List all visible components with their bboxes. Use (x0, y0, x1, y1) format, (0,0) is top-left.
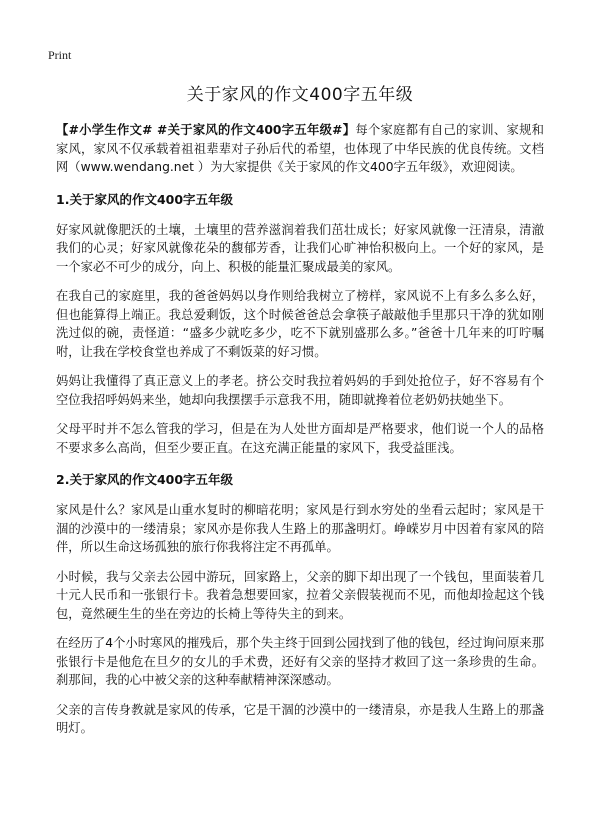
section-1-paragraph-1: 好家风就像肥沃的土壤，土壤里的营养滋润着我们茁壮成长；好家风就像一汪清泉，清澈我们的心灵；好家风就像花朵的馥郁芳香，让我们心旷神怡积极向上。一个好的家风，是一个家必不可少的成分，向上、积极的能量汇聚成最美的家风。 (56, 222, 544, 274)
section-1-paragraph-4: 父母平时并不怎么管我的学习，但是在为人处世方面却是严格要求，他们说一个人的品格不要求多么高尚，但至少要正直。在这充满正能量的家风下，我受益匪浅。 (56, 422, 544, 455)
section-2-paragraph-2: 小时候，我与父亲去公园中游玩，回家路上，父亲的脚下却出现了一个钱包，里面装着几十元人民币和一张银行卡。我着急想要回家，拉着父亲假装视而不见，而他却捡起这个钱包，竟然硬生生的坐在旁边的长椅上等待失主的到来。 (56, 569, 544, 621)
intro-text: 每个家庭都有自己的家训、家规和家风，家风不仅承载着祖祖辈辈对子孙后代的希望，也体现了中华民族的优良传统。文档网（www.wendang.net ）为大家提供《关于家风的作文400字五年级》，欢迎阅读。 (56, 123, 544, 174)
section-1-paragraph-3: 妈妈让我懂得了真正意义上的孝老。挤公交时我拉着妈妈的手到处抢位子，好不容易有个空位我招呼妈妈来坐，她却向我摆摆手示意我不用，随即就搀着位老奶奶扶她坐下。 (56, 374, 544, 407)
section-1-paragraph-2: 在我自己的家庭里，我的爸爸妈妈以身作则给我树立了榜样，家风说不上有多么多么好，但也能算得上端正。我总爱剩饭，这个时候爸爸总会拿筷子敲敲他手里那只干净的犹如刚洗过似的碗，责怪道：“盛多少就吃多少，吃不下就别盛那么多。”爸爸十几年来的叮咛嘱咐，让我在学校食堂也养成了不剩饭菜的好习惯。 (56, 289, 544, 359)
article-body (56, 121, 544, 749)
section-heading-2: 2.关于家风的作文400字五年级 (56, 472, 234, 487)
intro-tag: 【#小学生作文# #关于家风的作文400字五年级#】 (56, 123, 356, 137)
print-label: Print (48, 48, 72, 62)
intro-paragraph (56, 121, 544, 177)
page-title: 关于家风的作文400字五年级 (186, 85, 414, 105)
section-2-paragraph-3: 在经历了4个小时寒风的摧残后，那个失主终于回到公园找到了他的钱包，经过询问原来那张银行卡是他危在旦夕的女儿的手术费，还好有父亲的坚持才救回了这一条珍贵的生命。刹那间，我的心中被父亲的这种奉献精神深深感动。 (56, 636, 544, 687)
section-2-paragraph-1: 家风是什么？家风是山重水复时的柳暗花明；家风是行到水穷处的坐看云起时；家风是干涸的沙漠中的一缕清泉；家风亦是你我人生路上的那盏明灯。峥嵘岁月中因着有家风的陪伴，所以生命这场孤独的旅行你我将注定不再孤单。 (56, 503, 544, 554)
section-heading-1: 1.关于家风的作文400字五年级 (56, 191, 234, 207)
section-2-paragraph-4: 父亲的言传身教就是家风的传承，它是干涸的沙漠中的一缕清泉，亦是我人生路上的那盏明灯。 (56, 702, 544, 735)
